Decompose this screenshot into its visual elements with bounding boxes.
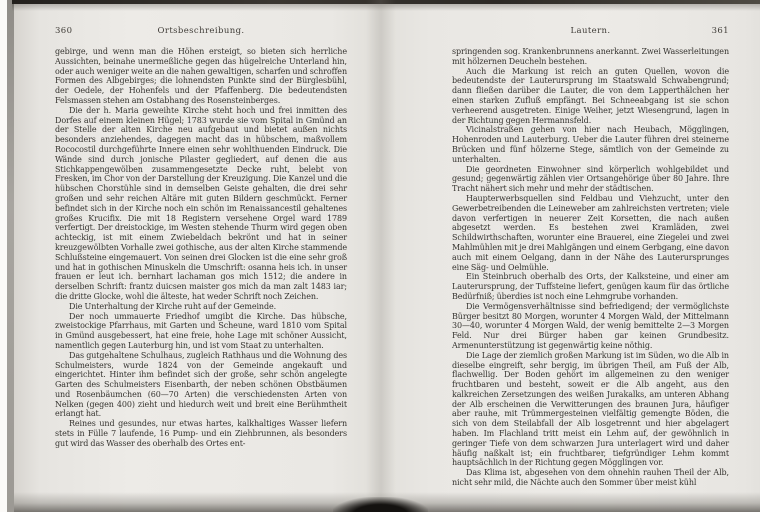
paragraph: Vicinalstraßen gehen von hier nach Heubach, Mögglingen, Hohenroden und Lauterburg. Ueber die Lauter führen drei steinerne Brücken und fünf hölzerne Stege, sämtlich von der Gemeinde zu unterhalten. [452, 125, 729, 164]
page-number-right: 361 [711, 26, 729, 36]
paragraph: Die Unterhaltung der Kirche ruht auf der Gemeinde. [69, 301, 277, 311]
page-right [452, 26, 729, 488]
paragraph: Die Vermögensverhältnisse sind befriedigend; der vermöglichste Bürger besitzt 80 Morgen, worunter 4 Morgen Wald, der Mittelmann 30—40, worunter 4 Morgen Wald, der wenig bemittelte 2—3 Morgen Feld. Nur drei Bürger haben gar keinen Grundbesitz. Armenunterstützung ist gegenwärtig keine nöthig. [452, 301, 729, 350]
page-left-body [55, 47, 347, 449]
paragraph: Auch die Markung ist reich an guten Quellen, wovon die bedeutendste der Lauterursprung im Staatswald Schwabengrund; dann fließen darüber die Lauter, die von dem Lapperthälchen her einen starken Zufluß empfängt. Bei Schneeabgang ist sie schon verheerend ausgetreten. Einige Weiher, jetzt Wiesengrund, lagen in der Richtung gegen Hermannsfeld. [452, 66, 729, 125]
page-left-header [55, 26, 347, 38]
paragraph: Die Lage der ziemlich großen Markung ist im Süden, wo die Alb in dieselbe eingreift, sehr bergig, im übrigen Theil, am Fuß der Alb, flachwellig. Der Boden gehört im allgemeinen zu den weniger fruchtbaren und besteht, soweit er die Alb angeht, aus den kalkreichen Zersetzungen des weißen Jurakalks, am unteren Abhang der Alb erscheinen die Verwitterungen des braunen Jura, häufiger aber rauhe, mit Trümmergesteinen vielfältig gemengte Böden, die sich von dem Steilabfall der Alb losgetrennt und hier abgelagert haben. Im Flachland tritt meist ein Lehm auf, der gewöhnlich in geringer Tiefe von dem schwarzen Jura unterlagert wird und daher häufig naßkalt ist; ein fruchtbarer, tiefgründiger Lehm kommt hauptsächlich in der Richtung gegen Mögglingen vor. [452, 350, 729, 468]
paragraph: Die geordneten Einwohner sind körperlich wohlgebildet und gesund; gegenwärtig zählen vier Ortsangehörige über 80 Jahre. Ihre Tracht nähert sich mehr und mehr der städtischen. [452, 164, 729, 194]
paragraph: Haupterwerbsquellen sind Feldbau und Viehzucht, unter den Gewerbetreibenden die Leineweber am zahlreichsten vertreten; viele davon verfertigen in neuerer Zeit Korsetten, die nach außen abgesetzt werden. Es bestehen zwei Kramläden, zwei Schildwirthschaften, worunter eine Brauerei, eine Ziegelei und zwei Mahlmühlen mit je drei Mahlgängen und einem Gerbgang, eine davon auch mit einem Oelgang, dann in der Nähe des Lauterursprunges eine Säg- und Oelmühle. [452, 193, 729, 272]
page-gutter-shadow [366, 0, 396, 512]
running-header-left: Ortsbeschreibung. [157, 26, 245, 36]
page-left [55, 26, 347, 449]
scan-edge-white [0, 0, 7, 512]
paragraph: Der noch ummauerte Friedhof umgibt die Kirche. Das hübsche, zweistockige Pfarrhaus, mit Garten und Scheune, ward 1810 vom Spital in Gmünd ausgebessert, hat eine freie, hohe Lage mit schöner Aussicht, namentlich gegen Lauterburg hin, und ist vom Staat zu unterhalten. [55, 311, 347, 350]
paragraph: springenden sog. Krankenbrunnens anerkannt. Zwei Wasserleitungen mit hölzernen Deucheln bestehen. [452, 47, 729, 66]
paragraph: Reines und gesundes, nur etwas hartes, kalkhaltiges Wasser liefern stets in Fülle 7 laufende, 16 Pump- und ein Ziehbrunnen, als besonders gut wird das Wasser des oberhalb des Ortes ent- [55, 419, 347, 448]
paragraph: Das Klima ist, abgesehen von dem ohnehin rauhen Theil der Alb, nicht sehr mild, die Nächte auch den Sommer über meist kühl [452, 468, 729, 488]
paragraph: Das gutgehaltene Schulhaus, zugleich Rathhaus und die Wohnung des Schulmeisters, wurde 1824 von der Gemeinde angekauft und eingerichtet. Hinter ihm befindet sich der große, sehr schön angelegte Garten des Schulmeisters Eisenbarth, der neben schönen Obstbäumen und Rosenbäumchen (60—70 Arten) die verschiedensten Arten von Nelken (gegen 400) zieht und hiedurch weit und breit eine Berühmtheit erlangt hat. [55, 350, 347, 419]
paragraph: Ein Steinbruch oberhalb des Orts, der Kalksteine, und einer am Lauterursprung, der Tuffsteine liefert, genügen kaum für das örtliche Bedürfniß; überdies ist noch eine Lehmgrube vorhanden. [452, 272, 729, 301]
page-right-header [452, 26, 729, 38]
paragraph: gebirge, und wenn man die Höhen ersteigt, so bieten sich herrliche Aussichten, beinahe unermeßliche gegen das hügelreiche Unterland hin, oder auch weniger weite an die nahen gewaltigen, scharfen und schroffen Formen des Albgebirges; die lohnendsten Punkte sind der Bürglesbühl, der Oedele, der Hohenfels und der Pfaffenberg. Die bedeutendsten Felsmassen stehen am Ostabhang des Rosensteinberges. [55, 47, 347, 105]
scan-bottom-dark-spot [333, 497, 428, 512]
scan-edge-gray [7, 0, 14, 512]
running-header-right: Lautern. [570, 26, 611, 36]
paragraph: Die der h. Maria geweihte Kirche steht hoch und frei inmitten des Dorfes auf einem kleinen Hügel; 1783 wurde sie vom Spital in Gmünd an der Stelle der alten Kirche neu aufgebaut und bietet außen nichts besonders anziehendes, dagegen macht das in hübschem, maßvollem Rococostil durchgeführte Innere einen sehr wohlthuenden Eindruck. Die Wände sind durch jonische Pilaster gegliedert, auf denen die aus Stichkappengewölben zusammengesetzte Decke ruht, belebt von Fresken, im Chor von der Darstellung der Kreuzigung. Die Kanzel und die hübschen Chorstühle sind in demselben Geiste gehalten, die drei sehr großen und sehr reichen Altäre mit guten Bildern geschmückt. Ferner befindet sich in der Kirche noch ein schön im Renaissancestil gehaltenes großes Krucifix. Die mit 18 Registern versehene Orgel ward 1789 verfertigt. Der dreistockige, im Westen stehende Thurm wird gegen oben achteckig, ist mit einem Zwiebeldach bekrönt und hat in seiner kreuzgewölbten Vorhalle zwei gothische, aus der alten Kirche stammende Schlußsteine eingemauert. Von seinen drei Glocken ist die eine sehr groß und hat in gothischen Minuskeln die Umschrift: osanna heis ich. in unser frauen er leut ich. bernhart lachaman gos mich 1512; die andere in derselben Schrift: frantz duicsen maister gos mich da man zalt 1483 iar; die dritte Glocke, wohl die älteste, hat weder Schrift noch Zeichen. [55, 105, 347, 301]
page-right-body [452, 47, 729, 488]
page-number-left: 360 [55, 26, 73, 36]
